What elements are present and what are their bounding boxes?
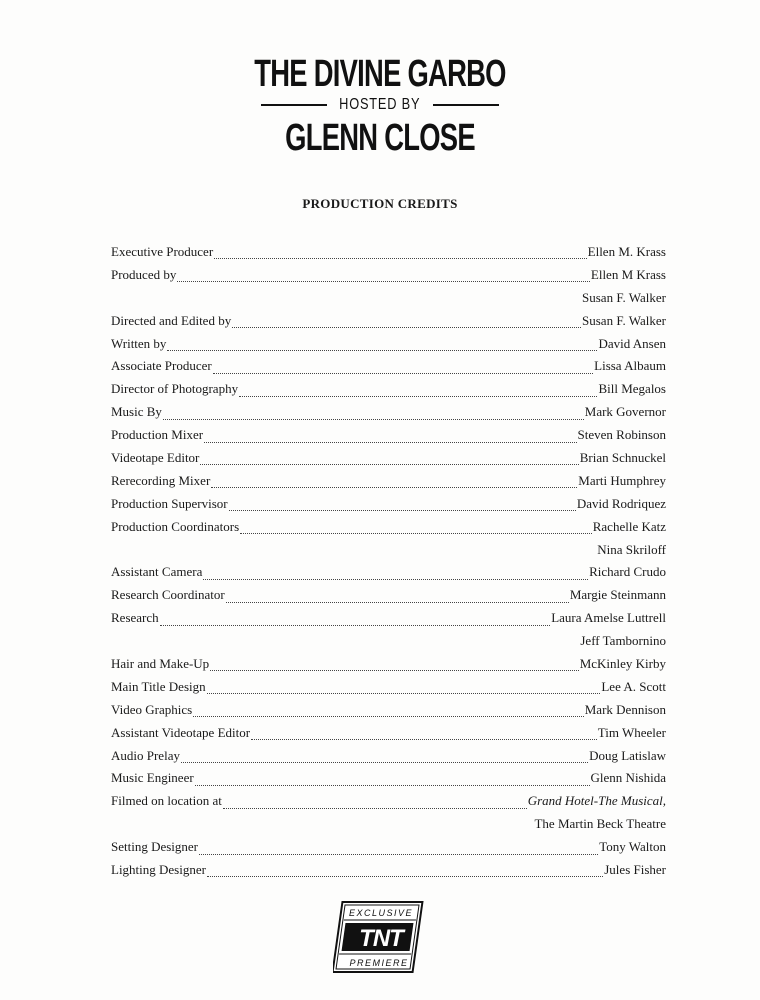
credit-person: Richard Crudo (589, 564, 666, 580)
credit-person: Brian Schnuckel (579, 450, 666, 466)
credit-row (111, 813, 666, 836)
tnt-exclusive-premiere-logo (333, 898, 429, 976)
credit-person: Marti Humphrey (578, 472, 666, 488)
credit-row (111, 516, 666, 539)
credit-row (111, 584, 666, 607)
credit-role: Production Coordinators (111, 518, 240, 534)
credit-person: Rachelle Katz (592, 518, 666, 534)
dot-leader (223, 799, 527, 809)
credit-person: Susan F. Walker (582, 289, 666, 305)
credit-row (111, 470, 666, 493)
dot-leader (195, 776, 590, 786)
credit-row (111, 264, 666, 287)
credit-role: Main Title Design (111, 678, 206, 694)
dot-leader (163, 410, 584, 420)
credit-row (111, 767, 666, 790)
credit-role: Production Mixer (111, 427, 204, 443)
credit-row (111, 287, 666, 310)
credit-role: Assistant Videotape Editor (111, 724, 251, 740)
hosted-by-text: HOSTED BY (339, 96, 421, 113)
credit-person: McKinley Kirby (579, 656, 666, 672)
credit-person: Grand Hotel-The Musical, (527, 793, 666, 809)
credit-row (111, 745, 666, 768)
dot-leader (210, 661, 579, 671)
dot-leader (203, 570, 588, 580)
credit-row (111, 561, 666, 584)
section-heading: PRODUCTION CREDITS (302, 196, 458, 211)
credit-person: Doug Latislaw (589, 747, 666, 763)
credit-person: Bill Megalos (598, 381, 666, 397)
credit-role: Directed and Edited by (111, 312, 232, 328)
credit-row (111, 836, 666, 859)
credit-row (111, 333, 666, 356)
credit-row (111, 310, 666, 333)
dot-leader (207, 684, 601, 694)
dot-leader (200, 455, 578, 465)
credit-row (111, 859, 666, 882)
credit-row (111, 424, 666, 447)
dot-leader (207, 867, 603, 877)
credit-person: Lee A. Scott (601, 678, 666, 694)
credit-role: Executive Producer (111, 244, 214, 259)
dot-leader (232, 318, 581, 328)
credits-list (111, 241, 666, 882)
credit-row (111, 241, 666, 264)
credit-person: Jules Fisher (604, 862, 666, 878)
credit-person: Glenn Nishida (590, 770, 666, 786)
left-rule (261, 104, 327, 106)
credit-person: Mark Dennison (584, 701, 666, 717)
logo-top-text: EXCLUSIVE (348, 908, 414, 918)
credit-role: Research Coordinator (111, 587, 225, 603)
dot-leader (199, 845, 598, 855)
credit-row (111, 539, 666, 562)
host-name: GLENN CLOSE (285, 117, 475, 159)
credit-person: The Martin Beck Theatre (534, 816, 666, 832)
credit-role: Director of Photography (111, 381, 239, 397)
credit-person: Jeff Tambornino (580, 633, 666, 649)
credit-row (111, 722, 666, 745)
dot-leader (160, 616, 551, 626)
credit-role: Hair and Make-Up (111, 656, 210, 672)
credit-role: Production Supervisor (111, 495, 228, 511)
dot-leader (239, 387, 597, 397)
credit-role: Videotape Editor (111, 450, 200, 466)
credit-role: Written by (111, 335, 167, 351)
dot-leader (193, 707, 584, 717)
credit-row (111, 676, 666, 699)
credit-role: Assistant Camera (111, 564, 203, 580)
hosted-by-row (0, 94, 760, 116)
credit-row (111, 378, 666, 401)
credit-person: Mark Governor (584, 404, 666, 420)
credit-row (111, 447, 666, 470)
credit-role: Audio Prelay (111, 747, 180, 763)
dot-leader (211, 478, 577, 488)
credit-role: Rerecording Mixer (111, 472, 211, 488)
dot-leader (181, 753, 588, 763)
credit-role: Filmed on location at (111, 793, 222, 809)
credit-role: Music Engineer (111, 770, 194, 786)
logo-bottom-text: PREMIERE (349, 958, 409, 968)
right-rule (433, 104, 499, 106)
credit-role: Research (111, 610, 159, 626)
credit-row (111, 607, 666, 630)
dot-leader (213, 364, 593, 374)
dot-leader (177, 272, 590, 282)
credit-row (111, 790, 666, 813)
credit-row (111, 493, 666, 516)
credit-row (111, 653, 666, 676)
credit-row (111, 699, 666, 722)
dot-leader (167, 341, 597, 351)
credit-role: Associate Producer (111, 358, 212, 374)
credit-row (111, 630, 666, 653)
dot-leader (226, 593, 569, 603)
credit-person: Ellen M. Krass (587, 244, 666, 259)
dot-leader (214, 249, 586, 259)
credit-person: David Rodriquez (576, 495, 666, 511)
dot-leader (251, 730, 597, 740)
credit-person: Tony Walton (599, 839, 666, 855)
logo-brand-text: TNT (359, 925, 403, 952)
credit-role: Lighting Designer (111, 862, 206, 878)
credit-row (111, 401, 666, 424)
title-block (0, 52, 760, 160)
show-title: THE DIVINE GARBO (254, 53, 506, 95)
credit-person: Lissa Albaum (594, 358, 666, 374)
credit-person: Steven Robinson (577, 427, 666, 443)
credit-person: Susan F. Walker (582, 312, 666, 328)
credit-person: Tim Wheeler (597, 724, 666, 740)
dot-leader (229, 501, 576, 511)
credit-person: Nina Skriloff (597, 541, 666, 557)
credit-role: Produced by (111, 266, 177, 282)
dot-leader (204, 433, 576, 443)
credit-role: Video Graphics (111, 701, 193, 717)
credit-person: David Ansen (598, 335, 666, 351)
credit-role: Setting Designer (111, 839, 199, 855)
dot-leader (240, 524, 592, 534)
credit-person: Ellen M Krass (590, 266, 666, 282)
credit-person: Laura Amelse Luttrell (551, 610, 666, 626)
credit-row (111, 355, 666, 378)
credit-role: Music By (111, 404, 162, 420)
credit-person: Margie Steinmann (569, 587, 666, 603)
